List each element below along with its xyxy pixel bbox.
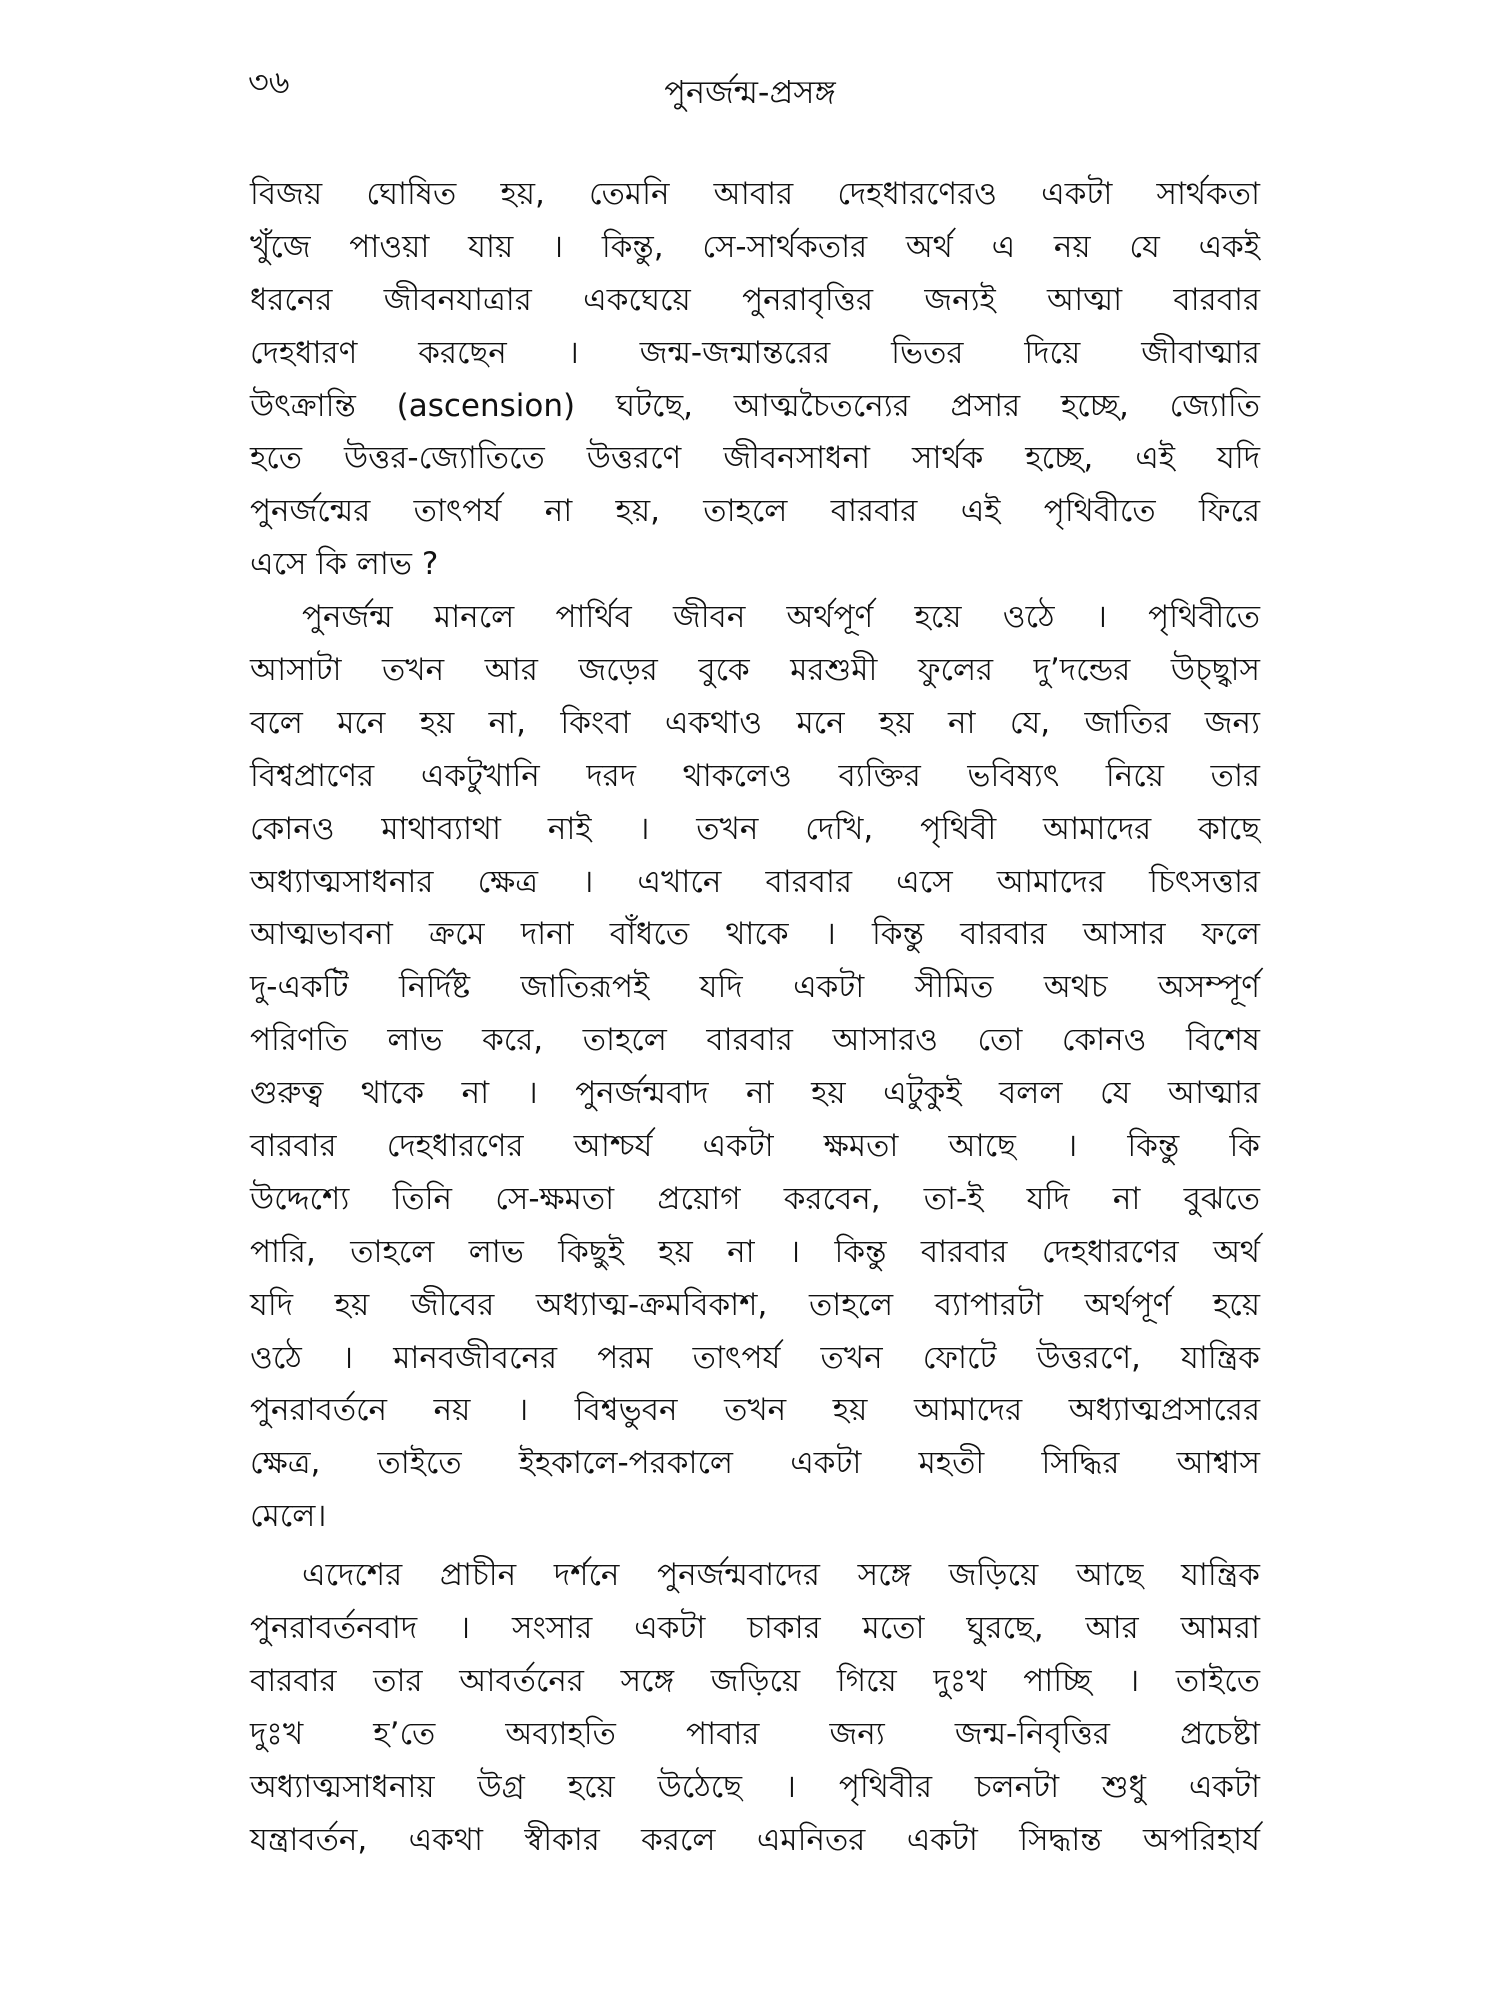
text-line: বিজয় ঘোষিত হয়, তেমনি আবার দেহধারণেরও একটা সার্থকতা	[250, 176, 1260, 212]
text-line: বিশ্বপ্রাণের একটুখানি দরদ থাকলেও ব্যক্তির ভবিষ্যৎ নিয়ে তার	[250, 757, 1260, 794]
text-line: অধ্যাত্মসাধনায় উগ্র হয়ে উঠেছে । পৃথিবীর চলনটা শুধু একটা	[250, 1768, 1260, 1805]
text-line: দেহধারণ করছেন । জন্ম-জন্মান্তরের ভিতর দিয়ে জীবাত্মার	[250, 334, 1260, 371]
text-line: ওঠে । মানবজীবনের পরম তাৎপর্য তখন ফোটে উত্তরণে, যান্ত্রিক	[250, 1339, 1260, 1376]
text-line: উৎক্রান্তি (ascension) ঘটছে, আত্মচৈতন্যের প্রসার হচ্ছে, জ্যোতি	[250, 387, 1260, 424]
running-head: পুনর্জন্ম-প্রসঙ্গ	[664, 73, 836, 111]
text-line: পুনরাবর্তনে নয় । বিশ্বভুবন তখন হয় আমাদের অধ্যাত্মপ্রসারের	[250, 1392, 1260, 1429]
text-line: এসে কি লাভ ?	[250, 546, 439, 583]
text-line: বারবার দেহধারণের আশ্চর্য একটা ক্ষমতা আছে । কিন্তু কি	[250, 1128, 1260, 1165]
text-line: পারি, তাহলে লাভ কিছুই হয় না । কিন্তু বারবার দেহধারণের অর্থ	[250, 1233, 1260, 1270]
page-number: ৩৬	[248, 63, 290, 101]
body-text	[250, 168, 1260, 1867]
text-line: দুঃখ হ’তে অব্যাহতি পাবার জন্য জন্ম-নিবৃত্তির প্রচেষ্টা	[250, 1715, 1260, 1752]
text-line: পরিণতি লাভ করে, তাহলে বারবার আসারও তো কোনও বিশেষ	[250, 1022, 1260, 1059]
text-line: এদেশের প্রাচীন দর্শনে পুনর্জন্মবাদের সঙ্গে জড়িয়ে আছে যান্ত্রিক	[302, 1557, 1260, 1594]
text-line: বলে মনে হয় না, কিংবা একথাও মনে হয় না যে, জাতির জন্য	[250, 704, 1260, 741]
text-line: উদ্দেশ্যে তিনি সে-ক্ষমতা প্রয়োগ করবেন, তা-ই যদি না বুঝতে	[250, 1180, 1260, 1217]
text-line: মেলে।	[250, 1498, 327, 1535]
text-line: গুরুত্ব থাকে না । পুনর্জন্মবাদ না হয় এটুকুই বলল যে আত্মার	[250, 1075, 1260, 1112]
paragraph-2	[250, 591, 1260, 1543]
text-line: ধরনের জীবনযাত্রার একঘেয়ে পুনরাবৃত্তির জন্যই আত্মা বারবার	[250, 281, 1260, 318]
text-line: দু-একটি নির্দিষ্ট জাতিরূপই যদি একটা সীমিত অথচ অসম্পূর্ণ	[250, 969, 1260, 1006]
text-line: যন্ত্রাবর্তন, একথা স্বীকার করলে এমনিতর একটা সিদ্ধান্ত অপরিহার্য	[250, 1821, 1260, 1858]
text-line: কোনও মাথাব্যাথা নাই । তখন দেখি, পৃথিবী আমাদের কাছে	[250, 810, 1260, 847]
text-line: বারবার তার আবর্তনের সঙ্গে জড়িয়ে গিয়ে দুঃখ পাচ্ছি । তাইতে	[250, 1662, 1260, 1699]
text-line: হতে উত্তর-জ্যোতিতে উত্তরণে জীবনসাধনা সার্থক হচ্ছে, এই যদি	[250, 440, 1260, 477]
paragraph-1	[250, 168, 1260, 591]
text-line: পুনর্জন্ম মানলে পার্থিব জীবন অর্থপূর্ণ হয়ে ওঠে । পৃথিবীতে	[302, 599, 1260, 636]
text-line: যদি হয় জীবের অধ্যাত্ম-ক্রমবিকাশ, তাহলে ব্যাপারটা অর্থপূর্ণ হয়ে	[250, 1286, 1260, 1323]
text-line: আত্মভাবনা ক্রমে দানা বাঁধতে থাকে । কিন্তু বারবার আসার ফলে	[250, 916, 1260, 953]
text-line: খুঁজে পাওয়া যায় । কিন্তু, সে-সার্থকতার অর্থ এ নয় যে একই	[250, 228, 1260, 265]
paragraph-3	[250, 1549, 1260, 1866]
text-line: আসাটা তখন আর জড়ের বুকে মরশুমী ফুলের দু’দন্ডের উচ্ছ্বাস	[250, 652, 1260, 689]
text-line: ক্ষেত্র, তাইতে ইহকালে-পরকালে একটা মহতী সিদ্ধির আশ্বাস	[250, 1445, 1260, 1482]
text-line: অধ্যাত্মসাধনার ক্ষেত্র । এখানে বারবার এসে আমাদের চিৎসত্তার	[250, 863, 1260, 900]
text-line: পুনরাবর্তনবাদ । সংসার একটা চাকার মতো ঘুরছে, আর আমরা	[250, 1610, 1260, 1647]
text-line: পুনর্জন্মের তাৎপর্য না হয়, তাহলে বারবার এই পৃথিবীতে ফিরে	[250, 493, 1260, 530]
